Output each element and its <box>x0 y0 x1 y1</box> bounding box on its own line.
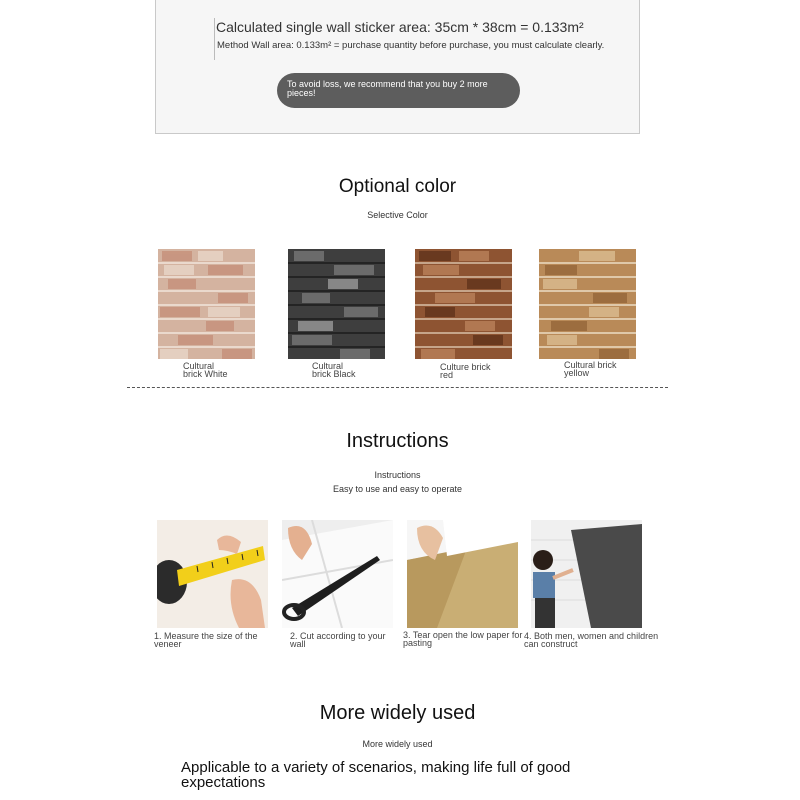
person-wall-icon <box>531 520 642 628</box>
step-label-line: 1. Measure the size of the <box>154 631 258 641</box>
scissors-icon <box>282 520 393 628</box>
tape-measure-icon <box>157 520 268 628</box>
selective-color-subheading: Selective Color <box>367 210 428 220</box>
area-calculation-text: Calculated single wall sticker area: 35cm * 38cm = 0.133m² <box>216 19 584 35</box>
step-photo-peel <box>407 520 518 628</box>
optional-color-heading: Optional color <box>338 176 457 197</box>
swatch-culture-brick-red[interactable] <box>415 249 512 359</box>
step-label-line: 2. Cut according to your <box>290 631 386 641</box>
swatch-label-black <box>312 362 356 378</box>
swatch-label-line: Cultural <box>312 361 344 371</box>
brick-texture-icon <box>288 249 385 359</box>
step-label-line: wall <box>290 639 306 649</box>
step-label-line: pasting <box>403 638 433 648</box>
step-label-line: 4. Both men, women and children <box>524 631 659 641</box>
swatch-cultural-brick-white[interactable] <box>158 249 255 359</box>
brick-texture-icon <box>539 249 636 359</box>
instructions-subheading: Instructions <box>374 470 421 480</box>
step-label-line: veneer <box>154 639 182 649</box>
dashed-divider <box>127 387 668 388</box>
swatch-label-line: Culture brick <box>440 362 491 372</box>
swatch-label-line: brick Black <box>312 369 356 379</box>
step-photo-apply <box>531 520 642 628</box>
step-2-label <box>290 632 386 648</box>
swatch-label-line: Cultural <box>183 361 215 371</box>
scenarios-description: Applicable to a variety of scenarios, making life full of good expectations <box>181 759 571 791</box>
swatch-label-line: brick White <box>183 369 228 379</box>
swatch-label-yellow <box>564 361 617 377</box>
more-widely-used-heading: More widely used <box>319 702 476 724</box>
step-label-line: can construct <box>524 639 578 649</box>
swatch-cultural-brick-black[interactable] <box>288 249 385 359</box>
step-photo-measure <box>157 520 268 628</box>
method-text: Method Wall area: 0.133m² = purchase quantity before purchase, you must calculate clearly. <box>217 40 605 51</box>
more-widely-used-subheading: More widely used <box>362 739 433 749</box>
step-3-label <box>403 631 522 647</box>
step-1-label <box>154 632 258 648</box>
step-photo-cut <box>282 520 393 628</box>
brick-texture-icon <box>158 249 255 359</box>
instructions-tagline: Easy to use and easy to operate <box>332 484 463 494</box>
step-4-label <box>524 632 658 648</box>
advice-text: To avoid loss, we recommend that you buy 2 more pieces! <box>287 79 488 98</box>
swatch-label-line: red <box>440 370 454 380</box>
swatch-label-white <box>183 362 228 378</box>
swatch-label-line: yellow <box>564 368 590 378</box>
peel-paper-icon <box>407 520 518 628</box>
swatch-label-line: Cultural brick <box>564 360 617 370</box>
step-label-line: 3. Tear open the low paper for <box>403 630 523 640</box>
swatch-label-red <box>440 363 491 379</box>
swatch-cultural-brick-yellow[interactable] <box>539 249 636 359</box>
instructions-heading: Instructions <box>346 430 449 452</box>
brick-texture-icon <box>415 249 512 359</box>
